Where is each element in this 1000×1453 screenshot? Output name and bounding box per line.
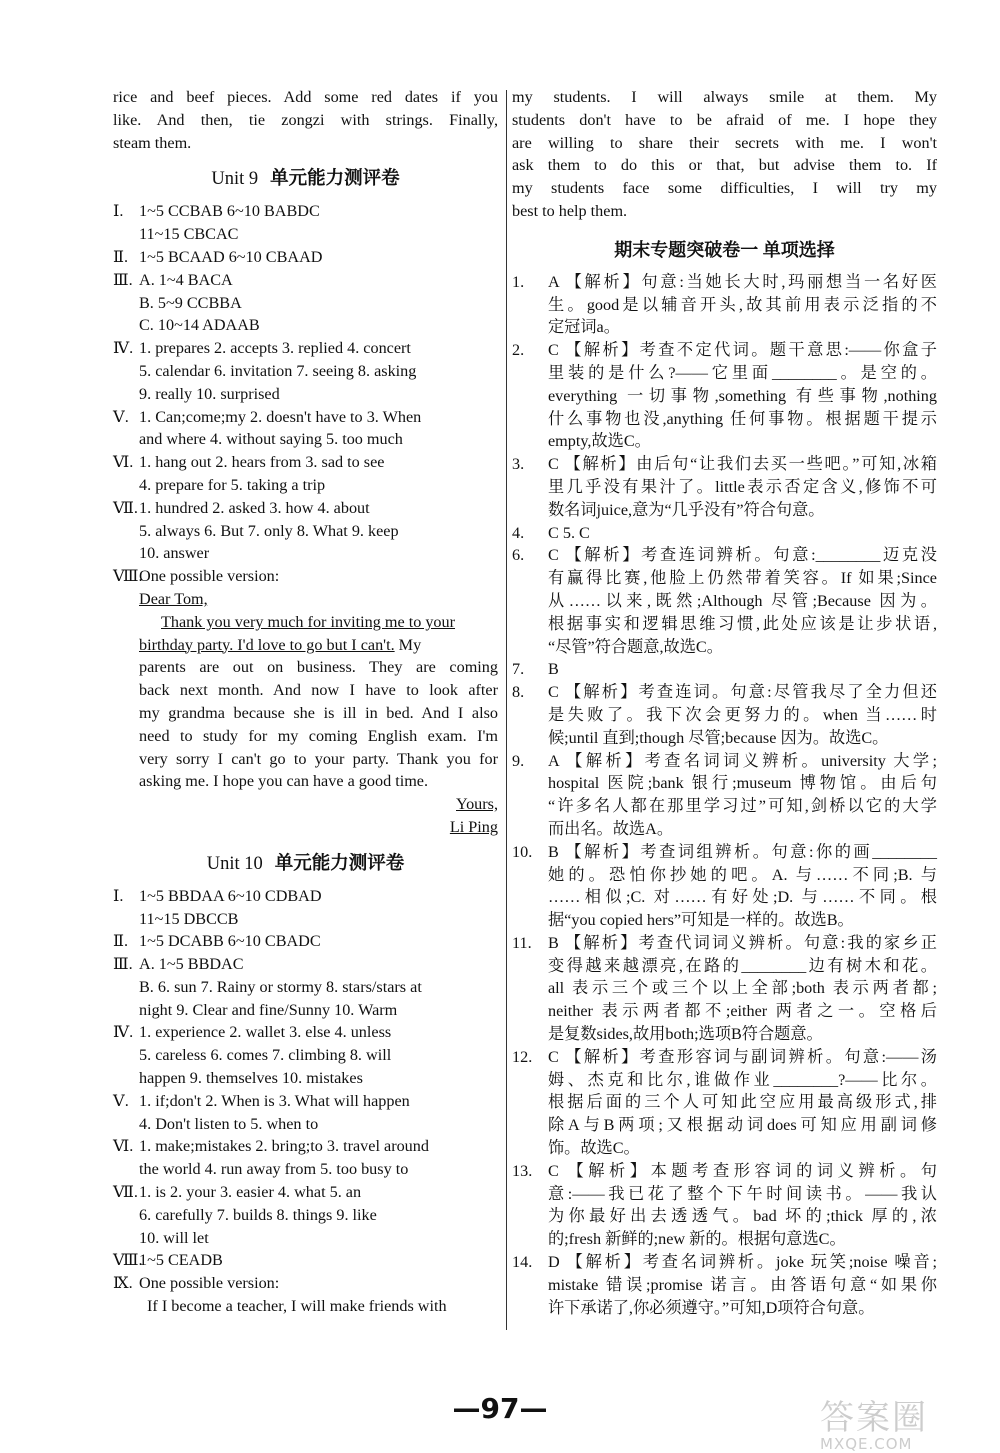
- answer-explanations: [512, 271, 937, 1320]
- explanation-text: C 5. C: [548, 523, 590, 542]
- answer-text: 11~15 CBCAC: [139, 225, 239, 244]
- item-number: 10.: [512, 842, 533, 861]
- text-line: best to help them.: [512, 201, 628, 220]
- essay-continuation: [512, 86, 937, 223]
- answer-line: [113, 314, 498, 337]
- watermark-site: MXQE.COM: [820, 1435, 913, 1453]
- explanation-line: [548, 1069, 937, 1092]
- text-line: are willing to share their secrets with me. I won't: [512, 133, 937, 152]
- explanation-line: [548, 499, 937, 522]
- right-column: [512, 86, 937, 1319]
- item-number: 13.: [512, 1161, 533, 1180]
- explanation-text: C 【解析】由后句“让我们去买一些吧。”可知,冰箱: [548, 455, 937, 474]
- answer-text: 11~15 DBCCB: [139, 909, 239, 928]
- item-number: 11.: [512, 933, 532, 952]
- essay-start: If I become a teacher, I will make friends with: [147, 1297, 447, 1316]
- answer-text: One possible version:: [139, 1274, 280, 1293]
- explanation-text: 生。good是以辅音开头,故其前用表示泛指的不: [548, 295, 937, 314]
- explanation-line: [512, 544, 937, 567]
- answer-line: [113, 1021, 498, 1044]
- item-number: 6.: [512, 546, 525, 565]
- explanation-line: [548, 704, 937, 727]
- explanation-text: 什么事物也没,anything 任何事物。根据题干提示: [548, 409, 937, 428]
- explanation-text: 为你最好出去透透气。bad 坏的;thick 厚的,浓: [548, 1207, 937, 1226]
- explanation-line: [548, 772, 937, 795]
- explanation-line: [548, 795, 937, 818]
- explanation-line: [512, 522, 937, 545]
- roman-numeral: Ⅰ.: [113, 886, 124, 905]
- explanation-text: “尽管”符合题意,故选C。: [548, 637, 723, 656]
- answer-text: 1. if;don't 2. When is 3. What will happen: [139, 1091, 410, 1110]
- answer-item: [512, 658, 937, 681]
- answer-text: 1. prepares 2. accepts 3. replied 4. concert: [139, 339, 411, 358]
- answer-line: [113, 1113, 498, 1136]
- explanation-line: [512, 658, 937, 681]
- answer-text: 1~5 CEADB: [139, 1251, 223, 1270]
- answer-item: [512, 1251, 937, 1319]
- answer-text: night 9. Clear and fine/Sunny 10. Warm: [139, 1000, 398, 1019]
- answer-text: 1~5 BBDAA 6~10 CDBAD: [139, 886, 322, 905]
- answer-item: [512, 1160, 937, 1251]
- letter-closing: Yours,: [456, 795, 498, 814]
- answer-line: [113, 428, 498, 451]
- unit9-label: Unit 9: [211, 169, 259, 190]
- answer-line: [113, 497, 498, 520]
- explanation-text: 意:——我已花了整个下午时间读书。——我认: [548, 1184, 937, 1203]
- answer-line: [113, 269, 498, 292]
- answer-line: [113, 976, 498, 999]
- explanation-text: 数名词juice,意为“几乎没有”符合句意。: [548, 500, 825, 519]
- answer-item: [512, 522, 937, 545]
- explanation-text: C 【解析】考查不定代词。题干意思:——你盒子: [548, 341, 937, 360]
- explanation-line: [548, 294, 937, 317]
- explanation-line: [548, 1091, 937, 1114]
- explanation-text: 变得越来越漂亮,在路的________边有树木和花。: [548, 956, 937, 975]
- explanation-line: [548, 1000, 937, 1023]
- answer-line: [113, 520, 498, 543]
- explanation-text: neither 表示两者都不;either 两者之一。空格后: [548, 1002, 937, 1021]
- roman-numeral: Ⅱ.: [113, 247, 129, 266]
- text-line: very sorry I can't go to your party. Thank you for: [139, 749, 498, 768]
- answer-line: [113, 337, 498, 360]
- explanation-line: [548, 1205, 937, 1228]
- unit10-answers: [113, 885, 498, 1295]
- answer-item: [512, 544, 937, 658]
- answer-text: 10. answer: [139, 544, 210, 563]
- item-number: 9.: [512, 751, 525, 770]
- answer-text: B. 5~9 CCBBA: [139, 293, 242, 312]
- answer-line: [113, 1204, 498, 1227]
- answer-text: 1~5 CCBAB 6~10 BABDC: [139, 202, 320, 221]
- explanation-text: 是失败了。我下次会更努力的。when 当……时: [548, 705, 937, 724]
- answer-text: 1. is 2. your 3. easier 4. what 5. an: [139, 1183, 362, 1202]
- explanation-text: mistake 错误;promise 诺言。由答语句意“如果你: [548, 1275, 937, 1294]
- item-number: 12.: [512, 1047, 533, 1066]
- roman-numeral: Ⅵ.: [113, 453, 134, 472]
- explanation-text: 根据事实和逻辑思维习惯,此处应该是让步状语,: [548, 614, 937, 633]
- explanation-text: 根据后面的三个人可知此空应用最高级形式,排: [548, 1093, 937, 1112]
- answer-item: [512, 1046, 937, 1160]
- answer-line: [113, 908, 498, 931]
- roman-numeral: Ⅶ.: [113, 498, 138, 517]
- explanation-line: [548, 613, 937, 636]
- answer-text: 5. calendar 6. invitation 7. seeing 8. asking: [139, 361, 417, 380]
- answer-text: 5. always 6. But 7. only 8. What 9. keep: [139, 521, 399, 540]
- roman-numeral: Ⅱ.: [113, 932, 129, 951]
- answer-text: 10. will let: [139, 1228, 209, 1247]
- explanation-text: 从……以来,既然;Although 尽管;Because 因为。: [548, 591, 937, 610]
- text-line: need to study for my coming English exam. I'm: [139, 726, 498, 745]
- answer-line: [113, 223, 498, 246]
- text-line: like. And then, tie zongzi with strings. Finally,: [113, 110, 498, 129]
- explanation-text: 姆、杰克和比尔,谁做作业________?——比尔。: [548, 1070, 937, 1089]
- explanation-text: 而出名。故选A。: [548, 819, 674, 838]
- answer-text: A. 1~5 BBDAC: [139, 955, 244, 974]
- text-line: ask them to do this or that, but advise them to. If: [512, 156, 937, 175]
- explanation-text: 是复数sides,故用both;选项B符合题意。: [548, 1025, 823, 1044]
- answer-item: [512, 841, 937, 932]
- roman-numeral: Ⅸ.: [113, 1274, 133, 1293]
- text-line: steam them.: [113, 133, 192, 152]
- item-number: 7.: [512, 660, 525, 679]
- explanation-line: [512, 681, 937, 704]
- explanation-text: 有赢得比赛,他脸上仍然带着笑容。If 如果;Since: [548, 569, 937, 588]
- explanation-line: [512, 841, 937, 864]
- explanation-text: B 【解析】考查词组辨析。句意:你的画________: [548, 842, 937, 861]
- explanation-line: [548, 1137, 937, 1160]
- answer-text: 1. experience 2. wallet 3. else 4. unless: [139, 1023, 392, 1042]
- text-line: my students. I will always smile at them. My: [512, 88, 937, 106]
- explanation-line: [548, 955, 937, 978]
- answer-line: [113, 292, 498, 315]
- roman-numeral: Ⅷ.: [113, 1251, 143, 1270]
- explanation-text: all 表示三个或三个以上全部;both 表示两者都;: [548, 979, 937, 998]
- unit10-title: 单元能力测评卷: [274, 853, 405, 874]
- answer-text: One possible version:: [139, 567, 280, 586]
- explanation-text: 定冠词a。: [548, 318, 620, 337]
- explanation-text: 里几乎没有果汁了。little表示否定含义,修饰不可: [548, 477, 937, 496]
- roman-numeral: Ⅴ.: [113, 407, 129, 426]
- explanation-line: [548, 430, 937, 453]
- answer-line: [113, 1249, 498, 1272]
- item-number: 14.: [512, 1253, 533, 1272]
- letter-greeting: Dear Tom,: [139, 589, 208, 608]
- explanation-text: C 【解析】考查形容词与副词辨析。句意:——汤: [548, 1047, 937, 1066]
- explanation-line: [548, 977, 937, 1000]
- answer-text: 4. prepare for 5. taking a trip: [139, 475, 326, 494]
- answer-text: A. 1~4 BACA: [139, 270, 233, 289]
- roman-numeral: Ⅷ.: [113, 567, 143, 586]
- explanation-line: [548, 567, 937, 590]
- roman-numeral: Ⅶ.: [113, 1183, 138, 1202]
- answer-text: 1. make;mistakes 2. bring;to 3. travel around: [139, 1137, 429, 1156]
- answer-line: [113, 885, 498, 908]
- section-heading: 期末专题突破卷一 单项选择: [614, 239, 835, 260]
- unit9-letter: [113, 588, 498, 839]
- roman-numeral: Ⅲ.: [113, 270, 133, 289]
- watermark-logo: [820, 1390, 970, 1453]
- answer-line: [113, 406, 498, 429]
- explanation-line: [548, 408, 937, 431]
- explanation-text: empty,故选C。: [548, 432, 651, 451]
- letter-signature: Li Ping: [449, 817, 498, 836]
- answer-text: 1~5 BCAAD 6~10 CBAAD: [139, 247, 323, 266]
- answer-line: [113, 1135, 498, 1158]
- explanation-line: [548, 476, 937, 499]
- explanation-text: ……相似;C. 对……有好处;D. 与……不同。根: [548, 888, 937, 907]
- roman-numeral: Ⅲ.: [113, 955, 133, 974]
- answer-line: [113, 1181, 498, 1204]
- roman-numeral: Ⅴ.: [113, 1091, 129, 1110]
- text-line: rice and beef pieces. Add some red dates if you: [113, 88, 498, 106]
- answer-text: B. 6. sun 7. Rainy or stormy 8. stars/stars at: [139, 977, 422, 996]
- answer-text: 1. hang out 2. hears from 3. sad to see: [139, 453, 385, 472]
- answer-line: [113, 360, 498, 383]
- answer-text: 4. Don't listen to 5. when to: [139, 1114, 319, 1133]
- answer-line: [113, 1272, 498, 1295]
- answer-line: [113, 999, 498, 1022]
- unit9-title: 单元能力测评卷: [270, 169, 400, 190]
- answer-text: the world 4. run away from 5. too busy to: [139, 1160, 409, 1179]
- answer-line: [113, 383, 498, 406]
- answer-text: and where 4. without saying 5. too much: [139, 430, 403, 449]
- explanation-text: 里装的是什么?——它里面________。是空的。: [548, 363, 937, 382]
- left-column: [113, 86, 498, 1318]
- explanation-line: [548, 1228, 937, 1251]
- item-number: 8.: [512, 683, 525, 702]
- answer-line: [113, 451, 498, 474]
- explanation-line: [548, 385, 937, 408]
- answer-item: [512, 681, 937, 749]
- explanation-text: C 【解析】考查连词辨析。句意:________迈克没: [548, 546, 937, 565]
- text-line: students don't have to be afraid of me. I hope they: [512, 110, 937, 129]
- explanation-text: B 【解析】考查代词词义辨析。句意:我的家乡正: [548, 933, 937, 952]
- text-line: back next month. And now I have to look after: [139, 681, 498, 700]
- explanation-line: [512, 1046, 937, 1069]
- item-number: 2.: [512, 341, 525, 360]
- explanation-line: [548, 1274, 937, 1297]
- answer-text: 5. careless 6. comes 7. climbing 8. will: [139, 1046, 392, 1065]
- unit10-label: Unit 10: [206, 853, 263, 874]
- answer-line: [113, 1158, 498, 1181]
- answer-text: C. 10~14 ADAAB: [139, 316, 260, 335]
- answer-line: [113, 1090, 498, 1113]
- answer-line: [113, 1044, 498, 1067]
- answer-line: [113, 953, 498, 976]
- letter-text: My: [394, 635, 422, 654]
- answer-item: [512, 932, 937, 1046]
- roman-numeral: Ⅰ.: [113, 202, 124, 221]
- explanation-text: 饰。故选C。: [548, 1139, 640, 1158]
- item-number: 1.: [512, 272, 525, 291]
- explanation-line: [548, 886, 937, 909]
- explanation-line: [548, 362, 937, 385]
- text-line: my grandma because she is ill in bed. And I also: [139, 703, 498, 722]
- explanation-text: “许多名人都在那里学习过”可知,剑桥以它的大学: [548, 797, 937, 816]
- answer-line: [113, 1067, 498, 1090]
- watermark-logo-text: 答案圈: [820, 1398, 928, 1438]
- explanation-text: D 【解析】考查名词辨析。joke 玩笑;noise 噪音;: [548, 1253, 937, 1272]
- explanation-text: 许下承诺了,你必须遵守。”可知,D项符合句意。: [548, 1298, 875, 1317]
- explanation-line: [548, 1183, 937, 1206]
- explanation-text: 候;until 直到;though 尽管;because 因为。故选C。: [548, 728, 889, 747]
- explanation-line: [548, 1297, 937, 1320]
- answer-text: 1. Can;come;my 2. doesn't have to 3. When: [139, 407, 422, 426]
- explanation-line: [512, 271, 937, 294]
- explanation-text: 的;fresh 新鲜的;new 新的。根据句意选C。: [548, 1230, 846, 1249]
- explanation-line: [512, 750, 937, 773]
- roman-numeral: Ⅵ.: [113, 1137, 134, 1156]
- explanation-line: [548, 909, 937, 932]
- explanation-text: C 【解析】本题考查形容词的词义辨析。句: [548, 1161, 937, 1180]
- answer-line: [113, 930, 498, 953]
- explanation-line: [548, 316, 937, 339]
- text-line: asking me. I hope you can have a good time.: [139, 772, 429, 791]
- column-divider: [506, 90, 507, 1330]
- letter-underlined: birthday party. I'd love to go but I can't.: [139, 635, 395, 654]
- explanation-text: 除A与B两项;又根据动词does可知应用副词修: [548, 1116, 937, 1135]
- explanation-line: [548, 727, 937, 750]
- unit9-heading: [113, 166, 498, 192]
- explanation-line: [548, 818, 937, 841]
- answer-line: [113, 200, 498, 223]
- explanation-text: A 【解析】句意:当她长大时,玛丽想当一名好医: [548, 272, 937, 291]
- answer-text: 6. carefully 7. builds 8. things 9. like: [139, 1205, 377, 1224]
- roman-numeral: Ⅳ.: [113, 339, 134, 358]
- recipe-ending: [113, 86, 498, 154]
- item-number: 3.: [512, 455, 525, 474]
- roman-numeral: Ⅳ.: [113, 1023, 134, 1042]
- explanation-line: [548, 1114, 937, 1137]
- answer-line: [113, 246, 498, 269]
- unit9-answers: [113, 200, 498, 588]
- unit10-heading: [113, 851, 498, 877]
- answer-item: [512, 271, 937, 339]
- answer-line: [113, 565, 498, 588]
- explanation-text: 她的。恐怕你抄她的吧。A. 与……不同;B. 与: [548, 865, 937, 884]
- explanation-text: everything 一切事物,something 有些事物,nothing: [548, 386, 937, 405]
- answer-text: 9. really 10. surprised: [139, 384, 280, 403]
- explanation-text: C 【解析】考查连词。句意:尽管我尽了全力但还: [548, 683, 937, 702]
- text-line: my students face some difficulties, I will try my: [512, 179, 937, 198]
- answer-item: [512, 453, 937, 521]
- answer-item: [512, 339, 937, 453]
- explanation-line: [512, 1160, 937, 1183]
- letter-underlined: Thank you very much for inviting me to your: [161, 612, 456, 631]
- explanation-line: [548, 1023, 937, 1046]
- explanation-line: [512, 932, 937, 955]
- text-line: parents are out on business. They are coming: [139, 658, 498, 677]
- explanation-line: [512, 1251, 937, 1274]
- explanation-line: [548, 864, 937, 887]
- answer-line: [113, 542, 498, 565]
- explanation-text: hospital 医院;bank 银行;museum 博物馆。由后句: [548, 774, 937, 793]
- explanation-line: [548, 636, 937, 659]
- answer-text: 1~5 DCABB 6~10 CBADC: [139, 932, 321, 951]
- explanation-line: [548, 590, 937, 613]
- explanation-text: B: [548, 660, 559, 679]
- answer-text: happen 9. themselves 10. mistakes: [139, 1069, 363, 1088]
- explanation-text: 据“you copied hers”可知是一样的。故选B。: [548, 911, 854, 930]
- answer-item: [512, 750, 937, 841]
- explanation-text: A 【解析】考查名词词义辨析。university 大学;: [548, 751, 937, 770]
- page-number: —97—: [452, 1392, 548, 1425]
- explanation-line: [512, 339, 937, 362]
- answer-line: [113, 1227, 498, 1250]
- item-number: 4.: [512, 523, 525, 542]
- answer-text: 1. hundred 2. asked 3. how 4. about: [139, 498, 370, 517]
- answer-line: [113, 474, 498, 497]
- explanation-line: [512, 453, 937, 476]
